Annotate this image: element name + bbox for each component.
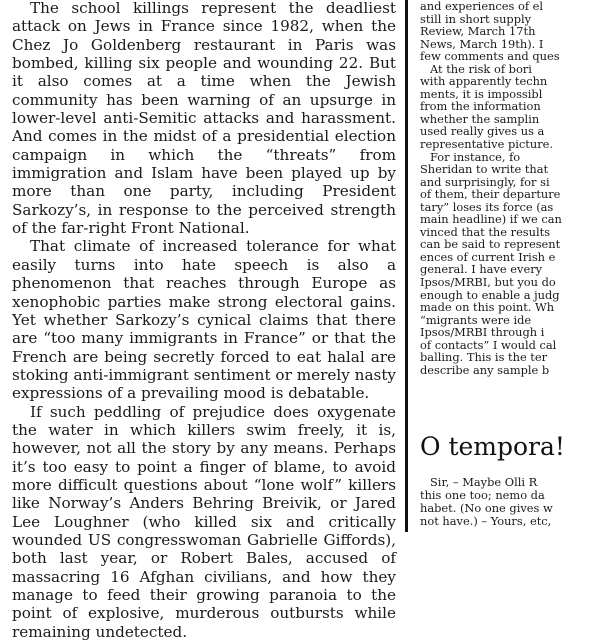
letter-line: vinced that the results xyxy=(420,224,551,239)
letter-line: from the information xyxy=(420,99,541,114)
letter-2-line: Sir, – Maybe Olli R xyxy=(430,475,538,489)
letter-line: representative picture. xyxy=(420,137,554,152)
letter-2-line: not have.) – Yours, etc, xyxy=(420,513,552,528)
letter-line: general. I have every xyxy=(420,262,543,277)
letter-line: whether the samplin xyxy=(420,111,540,126)
article-column xyxy=(12,0,396,641)
article-paragraph-3: If such peddling of prejudice does oxygenate the water in which killers swim freely, it is, however, not all the story by any means. Perhaps it’s too easy to point a finger of blame, to avoid more difficult questions about “lone wolf” killers like Norway’s Anders Behring Breivik, or Jared Lee Loughner (who killed six and critically wounded US congresswoman Gabrielle Giffords), both last year, or Robert Bales, accused of massacring 16 Afghan civilians, and how they manage to feed their growing paranoia to the point of explosive, murderous outbursts while remaining undetected. xyxy=(12,402,396,641)
letter-line: Ipsos/MRBI through i xyxy=(420,325,545,340)
letter-line: can be said to represent xyxy=(420,237,561,252)
column-rule xyxy=(405,0,408,532)
letter-line: describe any sample b xyxy=(420,362,550,377)
letter-line: For instance, fo xyxy=(430,149,521,164)
letter-headline: O tempora! xyxy=(420,432,565,461)
letter-line: main headline) if we can xyxy=(420,212,562,227)
letter-line: At the risk of bori xyxy=(430,61,532,76)
letter-text xyxy=(420,0,610,376)
letter-line: “migrants were ide xyxy=(420,312,532,327)
letter-line: still in short supply xyxy=(420,11,532,26)
letter-line: ences of current Irish e xyxy=(420,249,556,264)
letter-line: few comments and ques xyxy=(420,49,560,64)
letter-line: made on this point. Wh xyxy=(420,300,555,315)
letter-line: enough to enable a judg xyxy=(420,287,560,302)
letter-line: balling. This is the ter xyxy=(420,350,548,365)
letter-line: tary” loses its force (as xyxy=(420,199,554,214)
letter-line: of contacts” I would cal xyxy=(420,337,557,352)
letter-2-line: this one too; nemo da xyxy=(420,487,545,502)
letter-line: of them, their departure xyxy=(420,187,561,202)
letter-2-text xyxy=(420,475,553,528)
letter-line: with apparently techn xyxy=(420,74,548,89)
letter-line: ments, it is impossibl xyxy=(420,86,543,101)
article-paragraph-1: The school killings represent the deadliest attack on Jews in France since 1982, when the Chez Jo Goldenberg restaurant in Paris was bombed, killing six people and wounding 22. But it also comes at a time when the Jewish community has been warning of an upsurge in lower-level anti-Semitic attacks and harassment. And comes in the midst of a presidential election campaign in which the “threats” from immigration and Islam have been played up by more than one party, including President Sarkozy’s, in response to the perceived strength of the far-right Front National. xyxy=(12,0,396,238)
letter-2-line: habet. (No one gives w xyxy=(420,500,553,515)
letter-line: used really gives us a xyxy=(420,124,545,139)
letter-line: Ipsos/MRBI, but you do xyxy=(420,275,556,290)
letter-line: Sheridan to write that xyxy=(420,162,549,177)
letter-line: News, March 19th). I xyxy=(420,36,544,51)
letter-line: and experiences of el xyxy=(420,0,544,13)
article-paragraph-2: That climate of increased tolerance for what easily turns into hate speech is also a phenomenon that reaches through Europe as xenophobic parties make strong electoral gains. Yet whether Sarkozy’s cynical claims that there are “too many immigrants in France” or that the French are being secretly forced to eat halal are stoking anti-immigrant sentiment or merely nasty expressions of a prevailing mood is debatable. xyxy=(12,237,396,403)
letter-line: and surprisingly, for si xyxy=(420,174,550,189)
letter-line: Review, March 17th xyxy=(420,24,536,39)
